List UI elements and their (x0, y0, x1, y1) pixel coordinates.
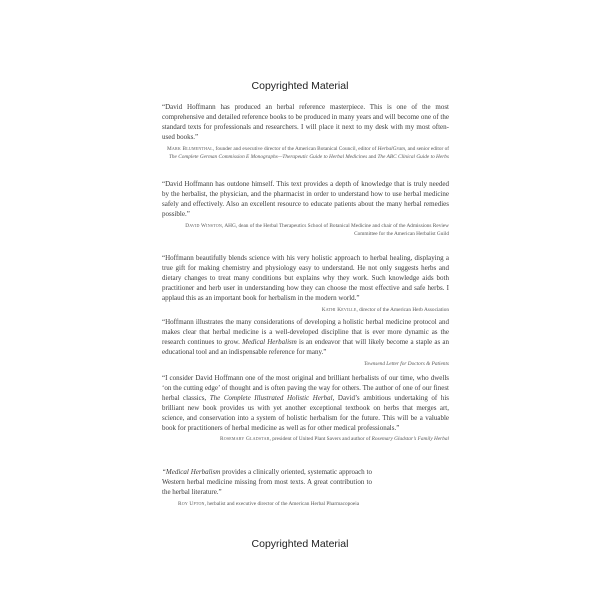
testimonial-keville (162, 254, 449, 314)
testimonial-gladstar (162, 374, 449, 444)
testimonial-townsend-letter (162, 318, 449, 368)
testimonial-winston (162, 180, 449, 238)
quote-text: “Hoffmann beautifully blends science with his very holistic approach to herbal healing, displaying a true gift for making chemistry and physiology easy to understand. He not only suggests herbs and dietary changes to treat many conditions but explains why they work. Such knowledge aids both practitioner and herb user in understanding how they can choose the most effective and safe herbs. I applaud this as an important book for herbalism in the modern world.” (162, 254, 449, 302)
quote-text: “David Hoffmann has produced an herbal reference masterpiece. This is one of the most comprehensive and detailed reference books to be produced in many years and will become one of the standard texts for professionals and researchers. I will place it next to my desk with my most often-used books.” (162, 103, 449, 141)
quote-text: “Hoffmann illustrates the many considerations of developing a holistic herbal medicine protocol and makes clear that herbal medicine is a well-developed discipline that is ever more dynamic as the research continues to grow. Medical Herbalism is an endeavor that will likely become a staple as an educational tool and an indispensable reference for many.” (162, 318, 449, 356)
quote-attribution: Mark Blumenthal, founder and executive director of the American Botanical Council, editor of HerbalGram, and senior editor of The Complete German Commission E Monographs—Therapeutic Guide to Herbal Medicines and The ABC Clinical Guide to Herbs (167, 145, 449, 160)
quote-attribution: David Winston, AHG, dean of the Herbal Therapeutics School of Botanical Medicine and chair of the Admissions Review Committee for the American Herbalist Guild (185, 222, 449, 237)
quote-attribution: Rosemary Gladstar, president of United Plant Savers and author of Rosemary Gladstar’s Family Herbal (220, 436, 449, 443)
quote-text: “I consider David Hoffmann one of the most original and brilliant herbalists of our time, who dwells ‘on the cutting edge’ of thought and is often paving the way for others. The author of one of our finest herbal classics, The Complete Illustrated Holistic Herbal, David’s ambitious undertaking of his brilliant new book provides us with yet another exceptional textbook on herbs that merges art, science, and conservation into a system of holistic herbalism for the future. This will be a valuable book for practitioners of herbal medicine as well as for other medical professionals.” (162, 374, 449, 432)
copyright-watermark-bottom: Copyrighted Material (251, 538, 349, 550)
quote-text: “David Hoffmann has outdone himself. This text provides a depth of knowledge that is truly needed by the herbalist, the physician, and the pharmacist in order to understand how to use herbal medicine safely and effectively. Also an excellent resource to educate patients about the many herbal remedies possible.” (162, 180, 449, 218)
quote-attribution: Roy Upton, herbalist and executive director of the American Herbal Pharmacopoeia (178, 500, 360, 507)
testimonial-upton (162, 468, 372, 508)
testimonial-blumenthal (162, 103, 449, 161)
quote-attribution: Kathi Keville, director of the American Herb Association (321, 306, 449, 313)
quote-text: “Medical Herbalism provides a clinically oriented, systematic approach to Western herbal medicine missing from most texts. A great contribution to the herbal literature.” (162, 468, 372, 496)
copyright-watermark-top: Copyrighted Material (251, 80, 349, 92)
quote-attribution: Townsend Letter for Doctors & Patients (363, 360, 449, 367)
